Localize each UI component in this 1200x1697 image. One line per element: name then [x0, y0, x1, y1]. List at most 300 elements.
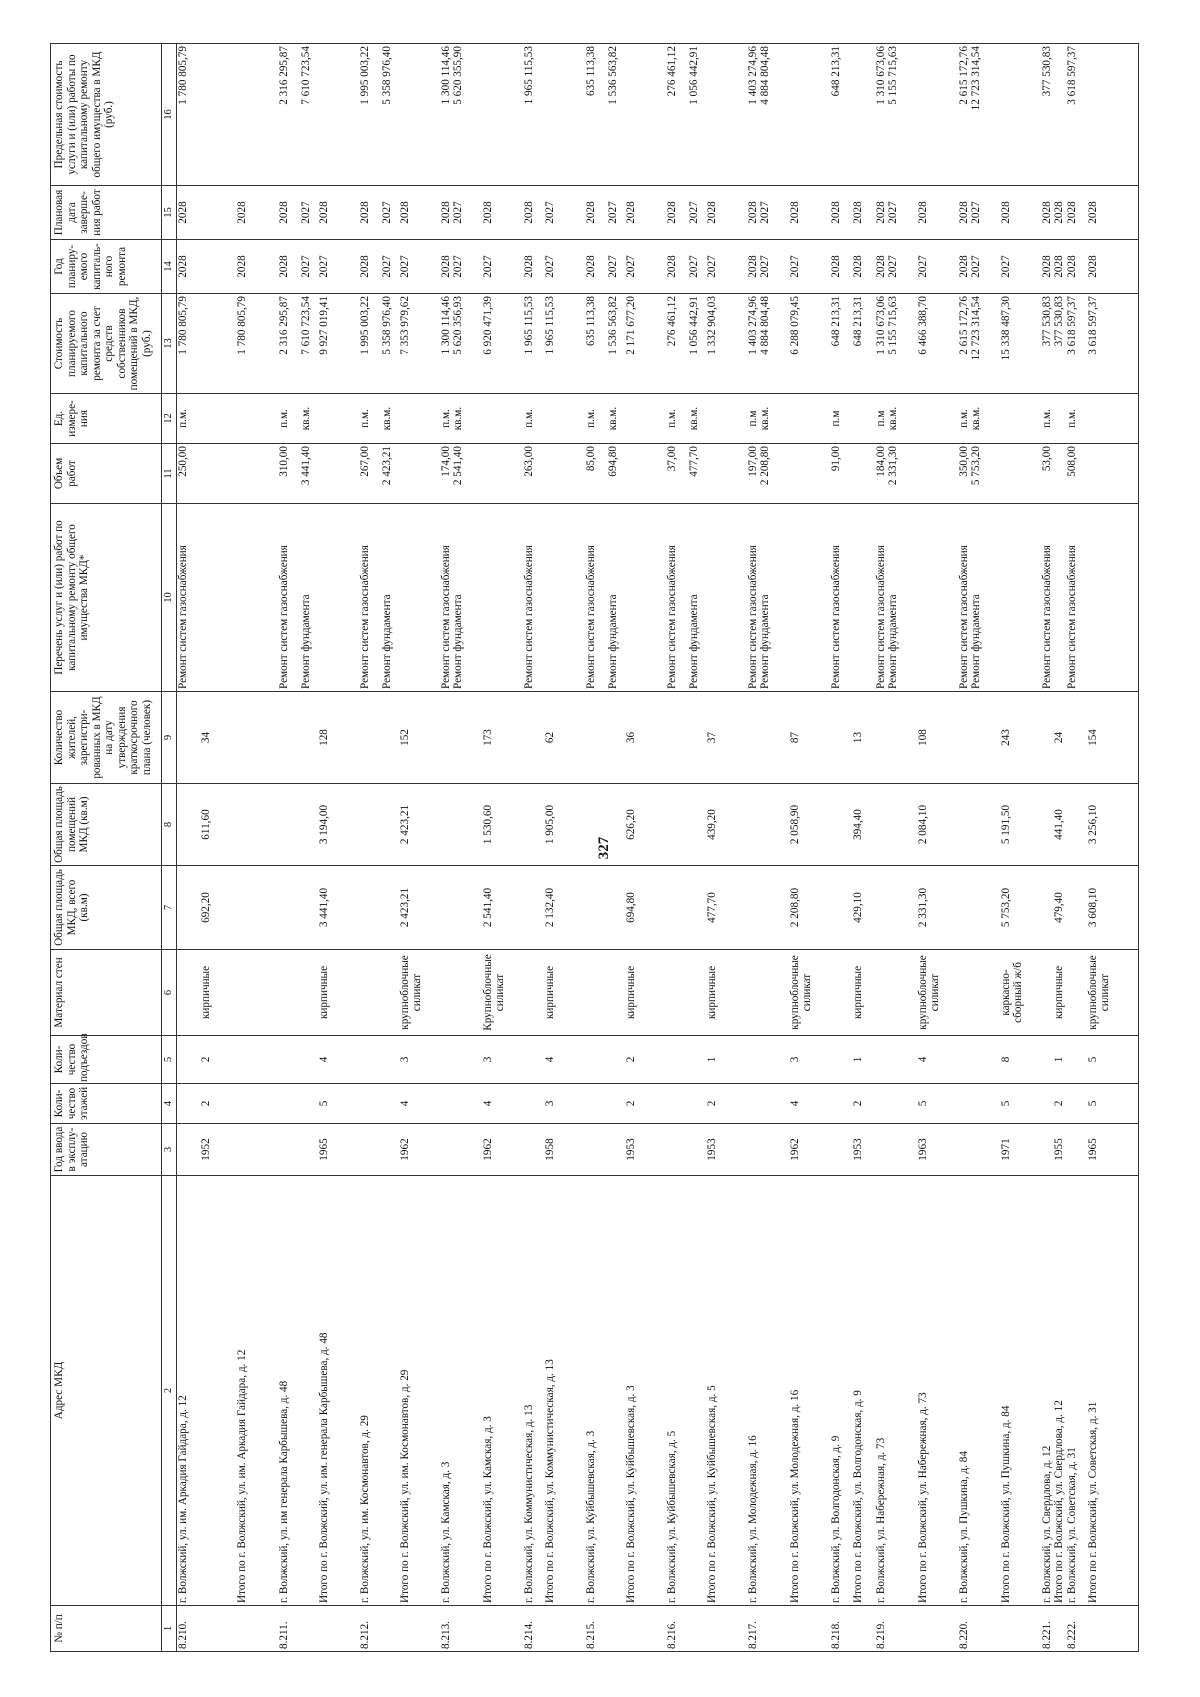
cell-col-2: Итого по г. Волжский, ул. им. генерала Карбышева, д. 48 [318, 1176, 359, 1606]
cell-col-15: 2028 [1087, 186, 1139, 240]
cell-col-12: п.м. [666, 394, 688, 444]
cell-col-9: 128 [318, 692, 359, 784]
cell-col-2: г. Волжский, ул. Камская, д. 3 [440, 1176, 482, 1606]
column-number: 8 [162, 784, 177, 866]
cell-col-14: 2027 [625, 240, 666, 294]
cell-col-9: 24 [1041, 692, 1087, 784]
cell-col-11: 2 423,21 [381, 444, 399, 504]
cell-col-2 [688, 1176, 706, 1606]
cell-col-1 [1087, 1606, 1139, 1652]
column-number: 16 [162, 44, 177, 186]
cell-col-13: 1 332 904,03 [706, 294, 747, 394]
table-row [236, 44, 278, 1652]
cell-col-3 [523, 1124, 544, 1176]
column-header: Предельная стоимость услуги и (или) работы по капитальному ремонту общего имущества в МКД (руб.) [51, 44, 162, 186]
column-header: Коли-чество подъездов [51, 1036, 162, 1084]
cell-col-8 [300, 784, 318, 866]
cell-col-1: 8.218. [830, 1606, 852, 1652]
cell-col-4: 5 [318, 1084, 359, 1124]
cell-col-3: 1952 [200, 1124, 236, 1176]
cell-col-15: 2027 [688, 186, 706, 240]
cell-col-15: 2027 [607, 186, 625, 240]
cell-col-8 [359, 784, 381, 866]
cell-col-1: 8.217. [747, 1606, 789, 1652]
rotated-table-canvas [50, 44, 1180, 1652]
cell-col-9 [236, 692, 278, 784]
cell-col-10: Ремонт систем газоснабжения Ремонт фундамента [747, 504, 789, 692]
cell-col-10 [1087, 504, 1139, 692]
cell-col-9 [381, 692, 399, 784]
cell-col-14: 2027 [318, 240, 359, 294]
cell-col-5 [523, 1036, 544, 1084]
cell-col-8 [875, 784, 917, 866]
cell-col-14: 2028 [1087, 240, 1139, 294]
cell-col-16: 1 056 442,91 [688, 44, 706, 186]
cell-col-1 [544, 1606, 585, 1652]
cell-col-12 [1087, 394, 1139, 444]
cell-col-8 [747, 784, 789, 866]
cell-col-11 [706, 444, 747, 504]
cell-col-3: 1965 [1087, 1124, 1139, 1176]
cell-col-9 [440, 692, 482, 784]
cell-col-13: 15 338 487,30 [1000, 294, 1041, 394]
cell-col-3: 1971 [1000, 1124, 1041, 1176]
cell-col-8: 1 530,60 [482, 784, 523, 866]
cell-col-11: 263,00 [523, 444, 544, 504]
cell-col-5 [688, 1036, 706, 1084]
cell-col-6 [830, 950, 852, 1036]
cell-col-2: г. Волжский, ул. им генерала Карбышева, д. 48 [278, 1176, 300, 1606]
cell-col-6 [300, 950, 318, 1036]
cell-col-1 [300, 1606, 318, 1652]
cell-col-4 [830, 1084, 852, 1124]
cell-col-7: 694,80 [625, 866, 666, 950]
cell-col-13: 1 965 115,53 [544, 294, 585, 394]
cell-col-3: 1953 [852, 1124, 875, 1176]
cell-col-1 [917, 1606, 958, 1652]
cell-col-2: Итого по г. Волжский, ул. Куйбышевская, д. 3 [625, 1176, 666, 1606]
cell-col-6 [440, 950, 482, 1036]
cell-col-16: 1 965 115,53 [523, 44, 544, 186]
cell-col-5: 4 [544, 1036, 585, 1084]
cell-col-5: 4 [917, 1036, 958, 1084]
cell-col-4 [958, 1084, 1000, 1124]
table-row [917, 44, 958, 1652]
cell-col-6 [177, 950, 200, 1036]
cell-col-15: 2028 [852, 186, 875, 240]
cell-col-6: кирпичные [544, 950, 585, 1036]
cell-col-1 [852, 1606, 875, 1652]
cell-col-5 [585, 1036, 607, 1084]
cell-col-1 [482, 1606, 523, 1652]
cell-col-14: 2028 2027 [747, 240, 789, 294]
cell-col-6: крупноблочные силикат [399, 950, 440, 1036]
cell-col-14: 2027 [607, 240, 625, 294]
cell-col-9 [585, 692, 607, 784]
cell-col-7: 2 132,40 [544, 866, 585, 950]
cell-col-15: 2028 [523, 186, 544, 240]
cell-col-3 [607, 1124, 625, 1176]
cell-col-14: 2027 [381, 240, 399, 294]
cell-col-13: 1 310 673,06 5 155 715,63 [875, 294, 917, 394]
cell-col-5 [830, 1036, 852, 1084]
cell-col-3: 1965 [318, 1124, 359, 1176]
cell-col-1: 8.221. 8.222. [1041, 1606, 1087, 1652]
cell-col-12: п.м. [359, 394, 381, 444]
cell-col-9 [688, 692, 706, 784]
cell-col-3 [830, 1124, 852, 1176]
cell-col-2: г. Волжский, ул. Куйбышевская, д. 5 [666, 1176, 688, 1606]
cell-col-2: Итого по г. Волжский, ул. Камская, д. 3 [482, 1176, 523, 1606]
column-number: 14 [162, 240, 177, 294]
column-header: Год планиру-емого капиталь-ного ремонта [51, 240, 162, 294]
cell-col-4 [875, 1084, 917, 1124]
cell-col-14: 2028 [177, 240, 200, 294]
table-row [399, 44, 440, 1652]
cell-col-5: 3 [482, 1036, 523, 1084]
cell-col-4 [523, 1084, 544, 1124]
cell-col-9: 37 [706, 692, 747, 784]
cell-col-5 [440, 1036, 482, 1084]
cell-col-10: Ремонт систем газоснабжения [359, 504, 381, 692]
cell-col-16: 276 461,12 [666, 44, 688, 186]
cell-col-5: 2 [625, 1036, 666, 1084]
cell-col-14: 2027 [544, 240, 585, 294]
cell-col-11 [789, 444, 830, 504]
cell-col-16 [789, 44, 830, 186]
cell-col-6 [875, 950, 917, 1036]
cell-col-3: 1962 [399, 1124, 440, 1176]
cell-col-13: 7 353 979,62 [399, 294, 440, 394]
cell-col-16 [917, 44, 958, 186]
column-header: Общая площадь МКД, всего (кв.м) [51, 866, 162, 950]
cell-col-8 [830, 784, 852, 866]
cell-col-15: 2028 [278, 186, 300, 240]
cell-col-16: 1 300 114,46 5 620 355,90 [440, 44, 482, 186]
column-number: 4 [162, 1084, 177, 1124]
column-number: 6 [162, 950, 177, 1036]
cell-col-3: 1963 [917, 1124, 958, 1176]
cell-col-11 [544, 444, 585, 504]
cell-col-6: кирпичные [1041, 950, 1087, 1036]
cell-col-14: 2028 [852, 240, 875, 294]
cell-col-12: п.м [830, 394, 852, 444]
cell-col-16 [200, 44, 236, 186]
cell-col-2 [200, 1176, 236, 1606]
table-row [177, 44, 200, 1652]
table-row [852, 44, 875, 1652]
cell-col-4 [300, 1084, 318, 1124]
table-row [523, 44, 544, 1652]
table-row [1087, 44, 1139, 1652]
cell-col-16: 1 780 805,79 [177, 44, 200, 186]
cell-col-9 [875, 692, 917, 784]
cell-col-8 [278, 784, 300, 866]
cell-col-15: 2028 2027 [747, 186, 789, 240]
column-header: Стоимость планируемого капитального ремонта за счет средств собственников помещений в МКД, (руб.) [51, 294, 162, 394]
cell-col-15: 2028 2027 [875, 186, 917, 240]
cell-col-4 [236, 1084, 278, 1124]
header-row [51, 44, 162, 1652]
table-row [706, 44, 747, 1652]
cell-col-6: крупноблочные силикат [1087, 950, 1139, 1036]
cell-col-5 [747, 1036, 789, 1084]
cell-col-5: 1 [706, 1036, 747, 1084]
cell-col-7 [359, 866, 381, 950]
column-header: Адрес МКД [51, 1176, 162, 1606]
cell-col-2: Итого по г. Волжский, ул. Коммунистическая, д. 13 [544, 1176, 585, 1606]
cell-col-13: 2 316 295,87 [278, 294, 300, 394]
cell-col-16: 377 530,83 3 618 597,37 [1041, 44, 1087, 186]
cell-col-12: п.м. кв.м. [958, 394, 1000, 444]
cell-col-3 [958, 1124, 1000, 1176]
cell-col-9 [607, 692, 625, 784]
cell-col-13: 1 403 274,96 4 884 804,48 [747, 294, 789, 394]
cell-col-15: 2028 [359, 186, 381, 240]
cell-col-7: 429,10 [852, 866, 875, 950]
cell-col-11 [1087, 444, 1139, 504]
cell-col-14: 2027 [706, 240, 747, 294]
cell-col-2: Итого по г. Волжский, ул. им. Космонавтов, д. 29 [399, 1176, 440, 1606]
cell-col-10: Ремонт фундамента [381, 504, 399, 692]
cell-col-5 [359, 1036, 381, 1084]
cell-col-8: 1 905,00 [544, 784, 585, 866]
cell-col-10 [200, 504, 236, 692]
cell-col-6: кирпичные [852, 950, 875, 1036]
cell-col-11 [1000, 444, 1041, 504]
cell-col-6: крупноблочные силикат [917, 950, 958, 1036]
cell-col-13: 377 530,83 377 530,83 3 618 597,37 [1041, 294, 1087, 394]
cell-col-12 [318, 394, 359, 444]
cell-col-8: 611,60 [200, 784, 236, 866]
cell-col-16 [1000, 44, 1041, 186]
cell-col-9: 62 [544, 692, 585, 784]
cell-col-13: 2 615 172,76 12 723 314,54 [958, 294, 1000, 394]
cell-col-3: 1962 [789, 1124, 830, 1176]
cell-col-11: 37,00 [666, 444, 688, 504]
cell-col-11: 267,00 [359, 444, 381, 504]
cell-col-4 [666, 1084, 688, 1124]
cell-col-9 [666, 692, 688, 784]
cell-col-8: 3 194,00 [318, 784, 359, 866]
cell-col-9: 173 [482, 692, 523, 784]
cell-col-11 [200, 444, 236, 504]
cell-col-14: 2028 [236, 240, 278, 294]
cell-col-16 [399, 44, 440, 186]
cell-col-9 [278, 692, 300, 784]
cell-col-16: 2 316 295,87 [278, 44, 300, 186]
cell-col-5 [300, 1036, 318, 1084]
cell-col-4: 5 [1087, 1084, 1139, 1124]
cell-col-9 [523, 692, 544, 784]
cell-col-14: 2027 [917, 240, 958, 294]
cell-col-3 [666, 1124, 688, 1176]
cell-col-2: г. Волжский, ул. Куйбышевская, д. 3 [585, 1176, 607, 1606]
cell-col-14: 2028 2028 2028 [1041, 240, 1087, 294]
cell-col-7 [585, 866, 607, 950]
cell-col-8: 5 191,50 [1000, 784, 1041, 866]
cell-col-8 [236, 784, 278, 866]
table-row [830, 44, 852, 1652]
table-row [482, 44, 523, 1652]
cell-col-2: Итого по г. Волжский, ул. Волгодонская, д. 9 [852, 1176, 875, 1606]
cell-col-9 [177, 692, 200, 784]
cell-col-1 [688, 1606, 706, 1652]
cell-col-1 [236, 1606, 278, 1652]
cell-col-16: 1 995 003,22 [359, 44, 381, 186]
column-header: Количество жителей, зарегистри-рованных в МКД на дату утверждения краткосрочного плана (человек) [51, 692, 162, 784]
table-body [177, 44, 1139, 1652]
cell-col-15: 2028 2028 2028 [1041, 186, 1087, 240]
table-row [789, 44, 830, 1652]
cell-col-8: 2 423,21 [399, 784, 440, 866]
cell-col-16 [544, 44, 585, 186]
cell-col-7 [523, 866, 544, 950]
cell-col-8 [607, 784, 625, 866]
cell-col-10: Ремонт систем газоснабжения [523, 504, 544, 692]
cell-col-4 [607, 1084, 625, 1124]
cell-col-15: 2028 [1000, 186, 1041, 240]
cell-col-10: Ремонт систем газоснабжения [278, 504, 300, 692]
cell-col-8 [958, 784, 1000, 866]
cell-col-9 [300, 692, 318, 784]
cell-col-9: 152 [399, 692, 440, 784]
cell-col-1 [200, 1606, 236, 1652]
cell-col-11 [482, 444, 523, 504]
cell-col-1: 8.214. [523, 1606, 544, 1652]
cell-col-7: 2 423,21 [399, 866, 440, 950]
cell-col-11: 3 441,40 [300, 444, 318, 504]
cell-col-5: 1 [852, 1036, 875, 1084]
cell-col-12 [399, 394, 440, 444]
cell-col-15: 2028 [585, 186, 607, 240]
cell-col-13: 9 927 019,41 [318, 294, 359, 394]
cell-col-7 [278, 866, 300, 950]
cell-col-14: 2028 [666, 240, 688, 294]
cell-col-5: 3 [399, 1036, 440, 1084]
cell-col-13 [200, 294, 236, 394]
cell-col-12 [706, 394, 747, 444]
cell-col-10: Ремонт фундамента [688, 504, 706, 692]
cell-col-4 [359, 1084, 381, 1124]
cell-col-9 [958, 692, 1000, 784]
cell-col-13: 1 056 442,91 [688, 294, 706, 394]
column-header: Общая площадь помещений МКД (кв.м) [51, 784, 162, 866]
cell-col-15: 2028 [399, 186, 440, 240]
cell-col-11: 310,00 [278, 444, 300, 504]
cell-col-8 [177, 784, 200, 866]
cell-col-1 [706, 1606, 747, 1652]
cell-col-12: кв.м. [688, 394, 706, 444]
cell-col-14: 2028 2027 [875, 240, 917, 294]
table-row [607, 44, 625, 1652]
cell-col-7 [607, 866, 625, 950]
cell-col-6 [585, 950, 607, 1036]
cell-col-15 [200, 186, 236, 240]
table-row [359, 44, 381, 1652]
cell-col-9: 108 [917, 692, 958, 784]
column-number: 11 [162, 444, 177, 504]
cell-col-8: 441,40 [1041, 784, 1087, 866]
cell-col-11 [852, 444, 875, 504]
cell-col-11: 91,00 [830, 444, 852, 504]
cell-col-16: 1 310 673,06 5 155 715,63 [875, 44, 917, 186]
cell-col-13: 1 965 115,53 [523, 294, 544, 394]
cell-col-7 [830, 866, 852, 950]
cell-col-16: 5 358 976,40 [381, 44, 399, 186]
cell-col-10: Ремонт систем газоснабжения Ремонт систем газоснабжения [1041, 504, 1087, 692]
cell-col-9: 13 [852, 692, 875, 784]
cell-col-10 [482, 504, 523, 692]
cell-col-16 [1087, 44, 1139, 186]
cell-col-2 [300, 1176, 318, 1606]
column-number: 1 [162, 1606, 177, 1652]
cell-col-10: Ремонт систем газоснабжения Ремонт фундамента [875, 504, 917, 692]
cell-col-13: 5 358 976,40 [381, 294, 399, 394]
cell-col-3: 1953 [625, 1124, 666, 1176]
cell-col-11 [318, 444, 359, 504]
cell-col-11: 184,00 2 331,30 [875, 444, 917, 504]
cell-col-15: 2028 [236, 186, 278, 240]
cell-col-8: 439,20 [706, 784, 747, 866]
cell-col-6 [523, 950, 544, 1036]
column-number: 7 [162, 866, 177, 950]
cell-col-14 [200, 240, 236, 294]
cell-col-14: 2028 2027 [958, 240, 1000, 294]
cell-col-12: п.м. [177, 394, 200, 444]
table-row [666, 44, 688, 1652]
cell-col-15: 2028 [625, 186, 666, 240]
cell-col-8 [523, 784, 544, 866]
cell-col-3 [381, 1124, 399, 1176]
cell-col-12 [200, 394, 236, 444]
cell-col-10 [917, 504, 958, 692]
cell-col-6 [688, 950, 706, 1036]
cell-col-12: п.м кв.м. [875, 394, 917, 444]
cell-col-10 [399, 504, 440, 692]
cell-col-12 [236, 394, 278, 444]
cell-col-12 [544, 394, 585, 444]
cell-col-4: 2 [706, 1084, 747, 1124]
cell-col-10 [852, 504, 875, 692]
cell-col-16: 2 615 172,76 12 723 314,54 [958, 44, 1000, 186]
cell-col-5 [958, 1036, 1000, 1084]
cell-col-12: п.м. [585, 394, 607, 444]
cell-col-8 [688, 784, 706, 866]
cell-col-10 [789, 504, 830, 692]
cell-col-6 [278, 950, 300, 1036]
cell-col-7: 5 753,20 [1000, 866, 1041, 950]
table-row [278, 44, 300, 1652]
cell-col-15: 2028 [706, 186, 747, 240]
column-number: 15 [162, 186, 177, 240]
cell-col-3: 1955 [1041, 1124, 1087, 1176]
cell-col-8 [666, 784, 688, 866]
cell-col-10 [236, 504, 278, 692]
cell-col-2: г. Волжский, ул. Молодежная, д. 16 [747, 1176, 789, 1606]
cell-col-12: кв.м. [381, 394, 399, 444]
cell-col-11 [917, 444, 958, 504]
table-row [1041, 44, 1087, 1652]
cell-col-4: 4 [789, 1084, 830, 1124]
cell-col-13: 635 113,38 [585, 294, 607, 394]
cell-col-2: Итого по г. Волжский, ул. Советская, д. 31 [1087, 1176, 1139, 1606]
cell-col-11 [236, 444, 278, 504]
cell-col-4 [381, 1084, 399, 1124]
cell-col-13: 2 171 677,20 [625, 294, 666, 394]
cell-col-3 [747, 1124, 789, 1176]
table-row [875, 44, 917, 1652]
